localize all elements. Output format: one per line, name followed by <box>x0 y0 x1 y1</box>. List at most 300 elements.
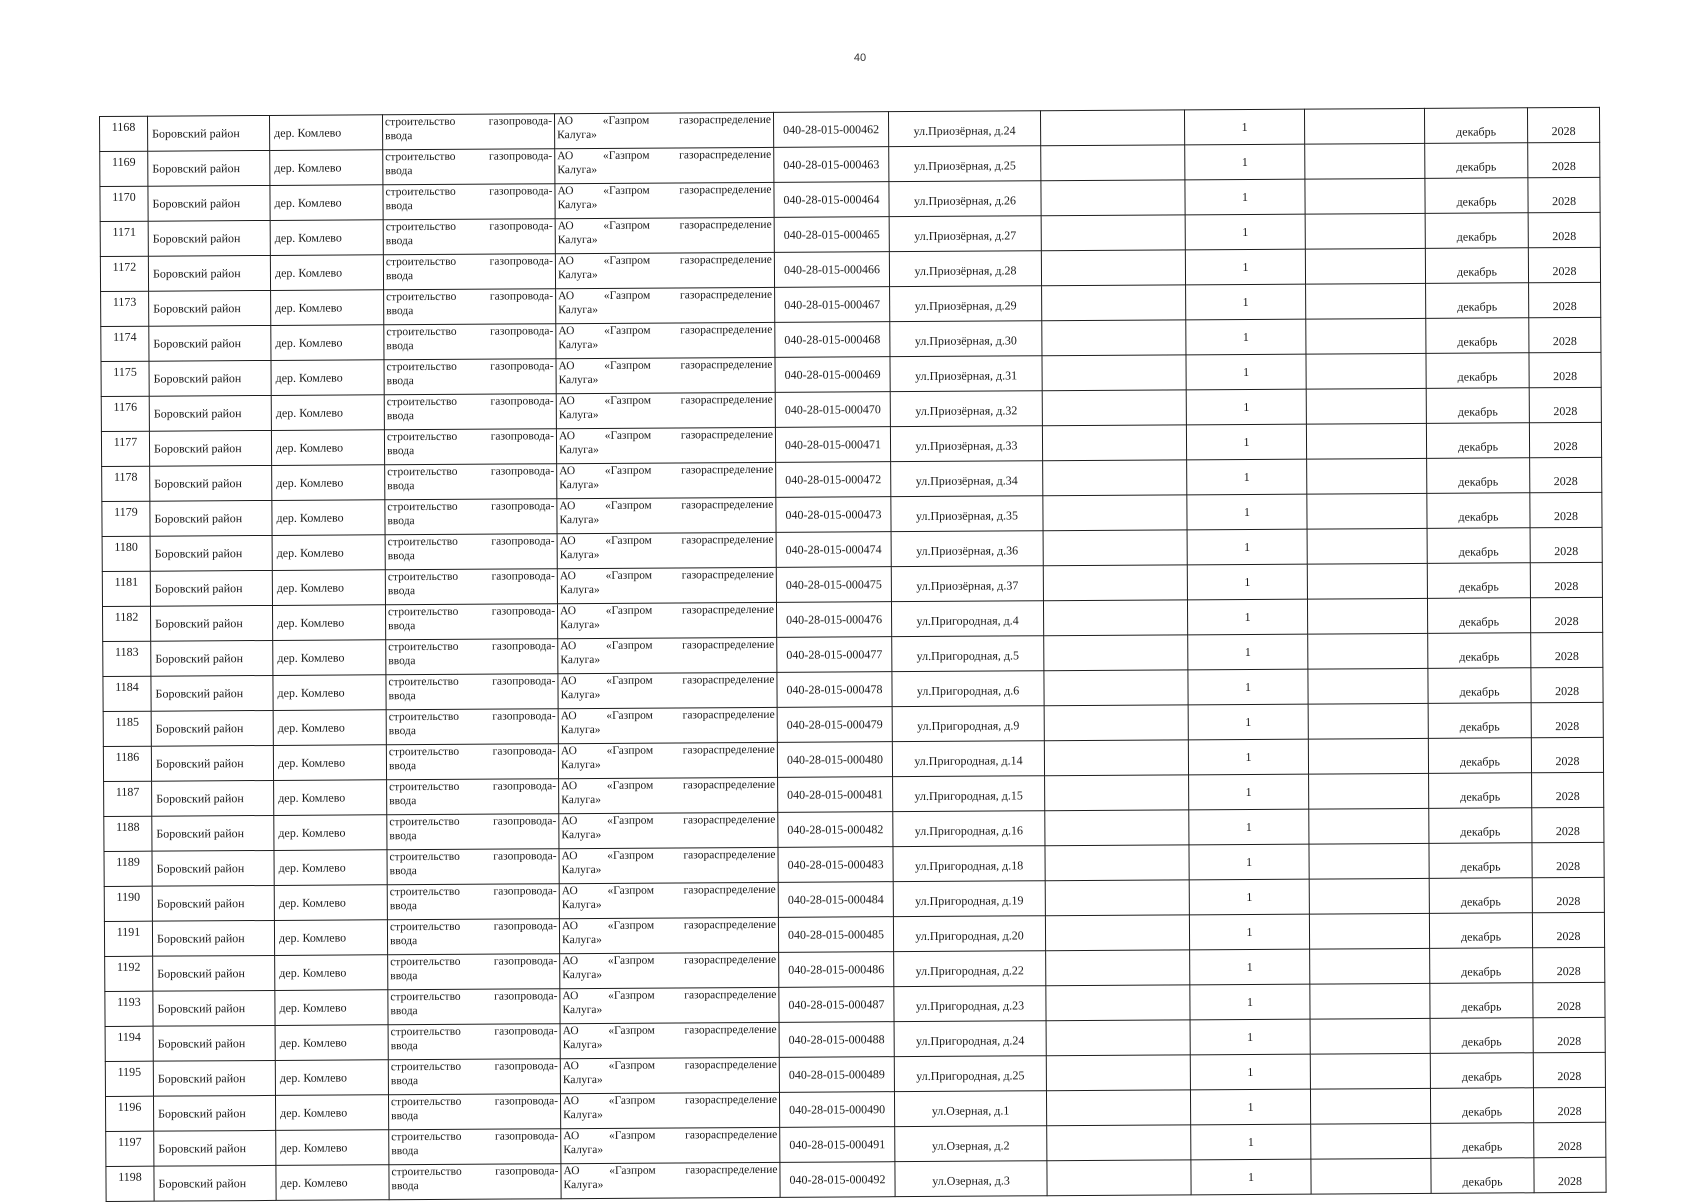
work-type-line <box>389 688 556 703</box>
work-type-line <box>387 373 554 388</box>
village-cell: дер. Комлево <box>270 255 383 291</box>
village-cell: дер. Комлево <box>276 1165 389 1201</box>
row-number: 1195 <box>105 1061 153 1096</box>
object-code-cell: 040-28-015-000478 <box>777 672 892 708</box>
organization-word: АО <box>563 1130 580 1143</box>
count-cell: 1 <box>1185 179 1305 215</box>
organization-word: Калуга» <box>559 548 600 562</box>
month-cell: декабрь <box>1427 528 1530 564</box>
empty-cell <box>1307 458 1427 494</box>
count-cell: 1 <box>1185 249 1305 285</box>
organization-cell <box>559 882 778 918</box>
organization-line <box>559 498 773 513</box>
work-type-word: строительство <box>385 220 457 234</box>
organization-word: АО <box>559 465 576 478</box>
organization-word: Калуга» <box>560 723 601 737</box>
organization-word: Калуга» <box>557 233 598 247</box>
work-type-word: ввода <box>389 865 417 878</box>
empty-cell <box>1046 1055 1190 1091</box>
organization-line <box>558 302 772 317</box>
count-cell: 1 <box>1190 1089 1310 1125</box>
district-cell: Боровский район <box>152 920 274 956</box>
object-code-cell: 040-28-015-000486 <box>779 952 894 988</box>
village-cell: дер. Комлево <box>270 185 383 221</box>
village-cell: дер. Комлево <box>271 360 384 396</box>
row-number: 1178 <box>102 466 150 501</box>
empty-cell <box>1044 635 1188 671</box>
row-number: 1191 <box>104 921 152 956</box>
district-cell: Боровский район <box>149 395 271 431</box>
organization-cell <box>561 1127 780 1163</box>
village-cell: дер. Комлево <box>272 535 385 571</box>
organization-line <box>560 638 774 653</box>
organization-word: газораспределение <box>680 323 773 337</box>
district-cell: Боровский район <box>154 1130 276 1166</box>
work-type-word: строительство <box>390 1025 461 1039</box>
work-type-word: строительство <box>385 185 456 199</box>
organization-line <box>561 792 775 807</box>
organization-word: газораспределение <box>682 673 775 687</box>
organization-cell <box>558 637 777 673</box>
village-cell: дер. Комлево <box>269 115 382 151</box>
organization-cell <box>557 567 776 603</box>
work-type-word: ввода <box>388 725 416 738</box>
count-cell: 1 <box>1190 949 1310 985</box>
organization-line <box>557 113 771 128</box>
year-cell: 2028 <box>1532 912 1604 947</box>
work-type-word: ввода <box>386 340 414 353</box>
address-cell: ул.Приозёрная, д.30 <box>890 321 1042 357</box>
district-cell: Боровский район <box>153 1060 275 1096</box>
empty-cell <box>1309 843 1429 879</box>
district-cell: Боровский район <box>153 1025 275 1061</box>
object-code-cell: 040-28-015-000479 <box>777 707 892 743</box>
work-type-word: газопровода- <box>490 395 554 408</box>
work-type-line <box>386 324 553 339</box>
organization-line <box>561 743 775 758</box>
row-number: 1198 <box>106 1166 154 1201</box>
year-cell: 2028 <box>1533 1087 1605 1122</box>
organization-line <box>563 1142 777 1157</box>
organization-word: Калуга» <box>558 303 599 317</box>
organization-word: «Газпром <box>603 219 650 232</box>
organization-line <box>558 337 772 352</box>
organization-line <box>563 1058 777 1073</box>
row-number: 1168 <box>100 116 148 151</box>
organization-word: Калуга» <box>557 163 598 177</box>
count-cell: 1 <box>1189 879 1309 915</box>
object-code-cell: 040-28-015-000471 <box>775 427 890 463</box>
work-type-line <box>390 968 557 983</box>
organization-line <box>557 148 771 163</box>
work-type-line <box>386 219 553 234</box>
empty-cell <box>1310 948 1430 984</box>
organization-line <box>562 1002 776 1017</box>
row-number: 1197 <box>106 1131 154 1166</box>
work-type-line <box>389 793 556 808</box>
work-type-cell <box>385 534 557 570</box>
organization-word: АО <box>557 185 574 198</box>
empty-cell <box>1043 530 1187 566</box>
district-cell: Боровский район <box>152 780 274 816</box>
count-cell: 1 <box>1188 739 1308 775</box>
organization-cell <box>557 497 776 533</box>
organization-word: газораспределение <box>681 463 774 477</box>
organization-line <box>560 617 774 632</box>
organization-word: АО <box>562 1095 580 1108</box>
organization-line <box>561 848 775 863</box>
work-type-line <box>386 268 553 283</box>
organization-word: «Газпром <box>605 534 652 547</box>
organization-word: Калуга» <box>563 1143 604 1157</box>
empty-cell <box>1309 808 1429 844</box>
district-cell: Боровский район <box>151 710 273 746</box>
district-cell: Боровский район <box>152 815 274 851</box>
village-cell: дер. Комлево <box>270 220 383 256</box>
work-type-cell <box>382 114 554 150</box>
organization-word: газораспределение <box>680 358 773 372</box>
month-cell: декабрь <box>1425 213 1528 249</box>
organization-word: Калуга» <box>561 863 602 877</box>
empty-cell <box>1044 705 1188 741</box>
work-type-line <box>387 429 554 444</box>
work-type-line <box>390 898 557 913</box>
organization-line <box>561 827 775 842</box>
count-cell: 1 <box>1191 1159 1311 1195</box>
object-code-cell: 040-28-015-000466 <box>774 252 889 288</box>
work-type-word: строительство <box>386 325 457 339</box>
district-cell: Боровский район <box>150 465 272 501</box>
organization-word: газораспределение <box>683 883 776 897</box>
count-cell: 1 <box>1186 284 1306 320</box>
work-type-word: ввода <box>385 270 414 283</box>
empty-cell <box>1307 598 1427 634</box>
row-number: 1187 <box>104 781 152 816</box>
year-cell: 2028 <box>1534 1157 1606 1192</box>
year-cell: 2028 <box>1534 1122 1606 1157</box>
work-type-line <box>389 828 556 843</box>
year-cell: 2028 <box>1529 282 1601 317</box>
organization-cell <box>556 357 775 393</box>
row-number: 1189 <box>104 851 152 886</box>
object-code-cell: 040-28-015-000464 <box>774 182 889 218</box>
district-cell: Боровский район <box>149 325 271 361</box>
object-code-cell: 040-28-015-000462 <box>773 112 888 148</box>
organization-word: АО <box>558 430 576 443</box>
organization-word: газораспределение <box>684 988 777 1002</box>
organization-word: «Газпром <box>604 429 652 442</box>
organization-word: Калуга» <box>563 1178 604 1192</box>
organization-line <box>559 372 773 387</box>
organization-word: «Газпром <box>605 639 653 652</box>
work-type-line <box>391 1059 558 1074</box>
work-type-cell <box>386 709 558 745</box>
work-type-word: газопровода- <box>492 745 556 758</box>
object-code-cell: 040-28-015-000476 <box>776 602 891 638</box>
registry-body <box>100 107 1607 1201</box>
work-type-word: строительство <box>385 115 456 129</box>
empty-cell <box>1304 108 1424 144</box>
empty-cell <box>1306 318 1426 354</box>
empty-cell <box>1041 250 1185 286</box>
organization-line <box>560 603 774 618</box>
work-type-word: газопровода- <box>491 535 555 548</box>
organization-line <box>561 778 775 793</box>
work-type-word: ввода <box>387 445 415 458</box>
row-number: 1190 <box>104 886 152 921</box>
work-type-word: строительство <box>390 990 461 1004</box>
work-type-word: строительство <box>386 430 458 444</box>
address-cell: ул.Пригородная, д.24 <box>894 1021 1046 1057</box>
district-cell: Боровский район <box>150 570 272 606</box>
year-cell: 2028 <box>1530 527 1602 562</box>
district-cell: Боровский район <box>153 990 275 1026</box>
work-type-word: строительство <box>391 1165 462 1179</box>
count-cell: 1 <box>1189 914 1309 950</box>
work-type-line <box>388 534 555 549</box>
row-number: 1186 <box>103 746 151 781</box>
work-type-word: строительство <box>388 710 459 724</box>
month-cell: декабрь <box>1425 143 1528 179</box>
month-cell: декабрь <box>1430 1088 1533 1124</box>
year-cell: 2028 <box>1528 247 1600 282</box>
row-number: 1175 <box>101 361 149 396</box>
empty-cell <box>1044 740 1188 776</box>
empty-cell <box>1308 668 1428 704</box>
organization-word: АО <box>562 1060 579 1073</box>
empty-cell <box>1047 1160 1191 1196</box>
empty-cell <box>1043 565 1187 601</box>
organization-line <box>559 442 773 457</box>
work-type-line <box>385 149 552 164</box>
organization-line <box>561 687 775 702</box>
month-cell: декабрь <box>1424 108 1527 144</box>
year-cell: 2028 <box>1530 597 1602 632</box>
work-type-line <box>390 919 557 934</box>
work-type-line <box>391 1094 558 1109</box>
district-cell: Боровский район <box>148 150 270 186</box>
count-cell: 1 <box>1190 1019 1310 1055</box>
empty-cell <box>1311 1123 1431 1159</box>
object-code-cell: 040-28-015-000467 <box>775 287 890 323</box>
work-type-line <box>391 1073 558 1088</box>
work-type-word: строительство <box>387 535 458 549</box>
organization-word: «Газпром <box>604 324 651 337</box>
work-type-line <box>390 863 557 878</box>
work-type-cell <box>387 884 559 920</box>
village-cell: дер. Комлево <box>274 850 387 886</box>
object-code-cell: 040-28-015-000492 <box>780 1162 895 1198</box>
row-number: 1170 <box>100 186 148 221</box>
work-type-word: ввода <box>391 1145 419 1158</box>
work-type-word: ввода <box>388 690 416 703</box>
object-code-cell: 040-28-015-000485 <box>778 917 893 953</box>
organization-word: АО <box>558 395 575 408</box>
organization-word: газораспределение <box>681 533 774 547</box>
organization-word: газораспределение <box>679 183 772 197</box>
work-type-line <box>387 513 554 528</box>
organization-cell <box>559 777 778 813</box>
work-type-cell <box>388 989 560 1025</box>
address-cell: ул.Озерная, д.1 <box>894 1091 1046 1127</box>
work-type-line <box>387 394 554 409</box>
work-type-line <box>391 1024 558 1039</box>
empty-cell <box>1042 320 1186 356</box>
empty-cell <box>1308 703 1428 739</box>
organization-word: Калуга» <box>561 898 602 912</box>
organization-line <box>558 267 772 282</box>
row-number: 1173 <box>101 291 149 326</box>
organization-word: Калуга» <box>559 513 600 527</box>
row-number: 1172 <box>100 256 148 291</box>
organization-word: «Газпром <box>607 919 655 932</box>
work-type-word: газопровода- <box>494 1025 558 1038</box>
row-number: 1182 <box>102 606 150 641</box>
address-cell: ул.Приозёрная, д.37 <box>891 566 1043 602</box>
object-code-cell: 040-28-015-000481 <box>778 777 893 813</box>
address-cell: ул.Пригородная, д.5 <box>892 636 1044 672</box>
organization-word: «Газпром <box>602 114 650 127</box>
address-cell: ул.Пригородная, д.16 <box>893 811 1045 847</box>
count-cell: 1 <box>1187 494 1307 530</box>
empty-cell <box>1047 1125 1191 1161</box>
organization-cell <box>557 532 776 568</box>
count-cell: 1 <box>1188 634 1308 670</box>
work-type-word: строительство <box>389 780 460 794</box>
count-cell: 1 <box>1188 669 1308 705</box>
district-cell: Боровский район <box>149 290 271 326</box>
registry-table <box>99 107 1607 1202</box>
month-cell: декабрь <box>1427 458 1530 494</box>
empty-cell <box>1308 633 1428 669</box>
count-cell: 1 <box>1189 844 1309 880</box>
work-type-word: ввода <box>388 620 416 633</box>
organization-word: газораспределение <box>684 1023 777 1037</box>
year-cell: 2028 <box>1533 1017 1605 1052</box>
organization-word: газораспределение <box>679 148 772 162</box>
organization-word: Калуга» <box>560 618 600 632</box>
empty-cell <box>1305 213 1425 249</box>
organization-cell <box>560 987 779 1023</box>
district-cell: Боровский район <box>153 1095 275 1131</box>
work-type-line <box>387 478 554 493</box>
organization-cell <box>556 322 775 358</box>
organization-line <box>560 533 774 548</box>
row-number: 1194 <box>105 1026 153 1061</box>
organization-word: «Газпром <box>608 1024 655 1037</box>
work-type-cell <box>388 1024 560 1060</box>
organization-line <box>563 1163 777 1178</box>
organization-word: Калуга» <box>558 408 599 422</box>
organization-word: «Газпром <box>603 184 650 197</box>
work-type-word: ввода <box>389 830 417 843</box>
organization-word: газораспределение <box>682 778 776 792</box>
work-type-word: ввода <box>386 410 415 423</box>
organization-word: «Газпром <box>604 464 652 477</box>
organization-line <box>562 932 776 947</box>
work-type-line <box>388 548 555 563</box>
address-cell: ул.Пригородная, д.15 <box>893 776 1045 812</box>
object-code-cell: 040-28-015-000469 <box>775 357 890 393</box>
work-type-line <box>386 233 553 248</box>
organization-line <box>560 547 774 562</box>
work-type-word: строительство <box>389 850 460 864</box>
organization-line <box>563 1177 777 1192</box>
work-type-line <box>391 1038 558 1053</box>
object-code-cell: 040-28-015-000483 <box>778 847 893 883</box>
work-type-word: строительство <box>386 360 457 374</box>
row-number: 1185 <box>103 711 151 746</box>
organization-line <box>561 722 775 737</box>
organization-word: газораспределение <box>680 428 773 442</box>
empty-cell <box>1311 1158 1431 1194</box>
work-type-line <box>391 1108 558 1123</box>
row-number: 1171 <box>100 221 148 256</box>
year-cell: 2028 <box>1533 1052 1605 1087</box>
year-cell: 2028 <box>1532 877 1604 912</box>
work-type-word: строительство <box>386 395 458 409</box>
work-type-cell <box>386 744 558 780</box>
organization-word: «Газпром <box>607 849 654 862</box>
empty-cell <box>1042 390 1186 426</box>
count-cell: 1 <box>1187 564 1307 600</box>
work-type-word: ввода <box>386 305 414 318</box>
organization-word: АО <box>557 220 574 233</box>
object-code-cell: 040-28-015-000475 <box>776 567 891 603</box>
work-type-line <box>389 723 556 738</box>
row-number: 1192 <box>105 956 153 991</box>
empty-cell <box>1309 913 1429 949</box>
empty-cell <box>1045 915 1189 951</box>
year-cell: 2028 <box>1530 492 1602 527</box>
month-cell: декабрь <box>1425 178 1528 214</box>
organization-word: Калуга» <box>557 198 598 212</box>
address-cell: ул.Приозёрная, д.33 <box>890 426 1042 462</box>
work-type-line <box>391 1129 558 1144</box>
work-type-word: ввода <box>385 235 413 248</box>
month-cell: декабрь <box>1426 388 1529 424</box>
district-cell: Боровский район <box>148 115 270 151</box>
work-type-word: строительство <box>391 1130 462 1144</box>
month-cell: декабрь <box>1430 1053 1533 1089</box>
village-cell: дер. Комлево <box>273 675 386 711</box>
empty-cell <box>1310 1053 1430 1089</box>
work-type-word: строительство <box>387 500 458 514</box>
organization-word: Калуга» <box>562 968 603 982</box>
empty-cell <box>1307 563 1427 599</box>
work-type-word: строительство <box>390 1095 462 1109</box>
empty-cell <box>1046 950 1190 986</box>
organization-line <box>560 568 774 583</box>
month-cell: декабрь <box>1427 598 1530 634</box>
village-cell: дер. Комлево <box>271 395 384 431</box>
district-cell: Боровский район <box>148 255 270 291</box>
address-cell: ул.Приозёрная, д.24 <box>888 111 1040 147</box>
object-code-cell: 040-28-015-000490 <box>779 1092 894 1128</box>
organization-word: газораспределение <box>684 953 777 967</box>
year-cell: 2028 <box>1531 737 1603 772</box>
work-type-word: газопровода- <box>492 780 557 793</box>
year-cell: 2028 <box>1531 667 1603 702</box>
address-cell: ул.Пригородная, д.6 <box>892 671 1044 707</box>
empty-cell <box>1306 353 1426 389</box>
count-cell: 1 <box>1185 144 1305 180</box>
month-cell: декабрь <box>1426 318 1529 354</box>
year-cell: 2028 <box>1533 982 1605 1017</box>
empty-cell <box>1042 285 1186 321</box>
year-cell: 2028 <box>1528 142 1600 177</box>
organization-word: Калуга» <box>562 933 602 947</box>
